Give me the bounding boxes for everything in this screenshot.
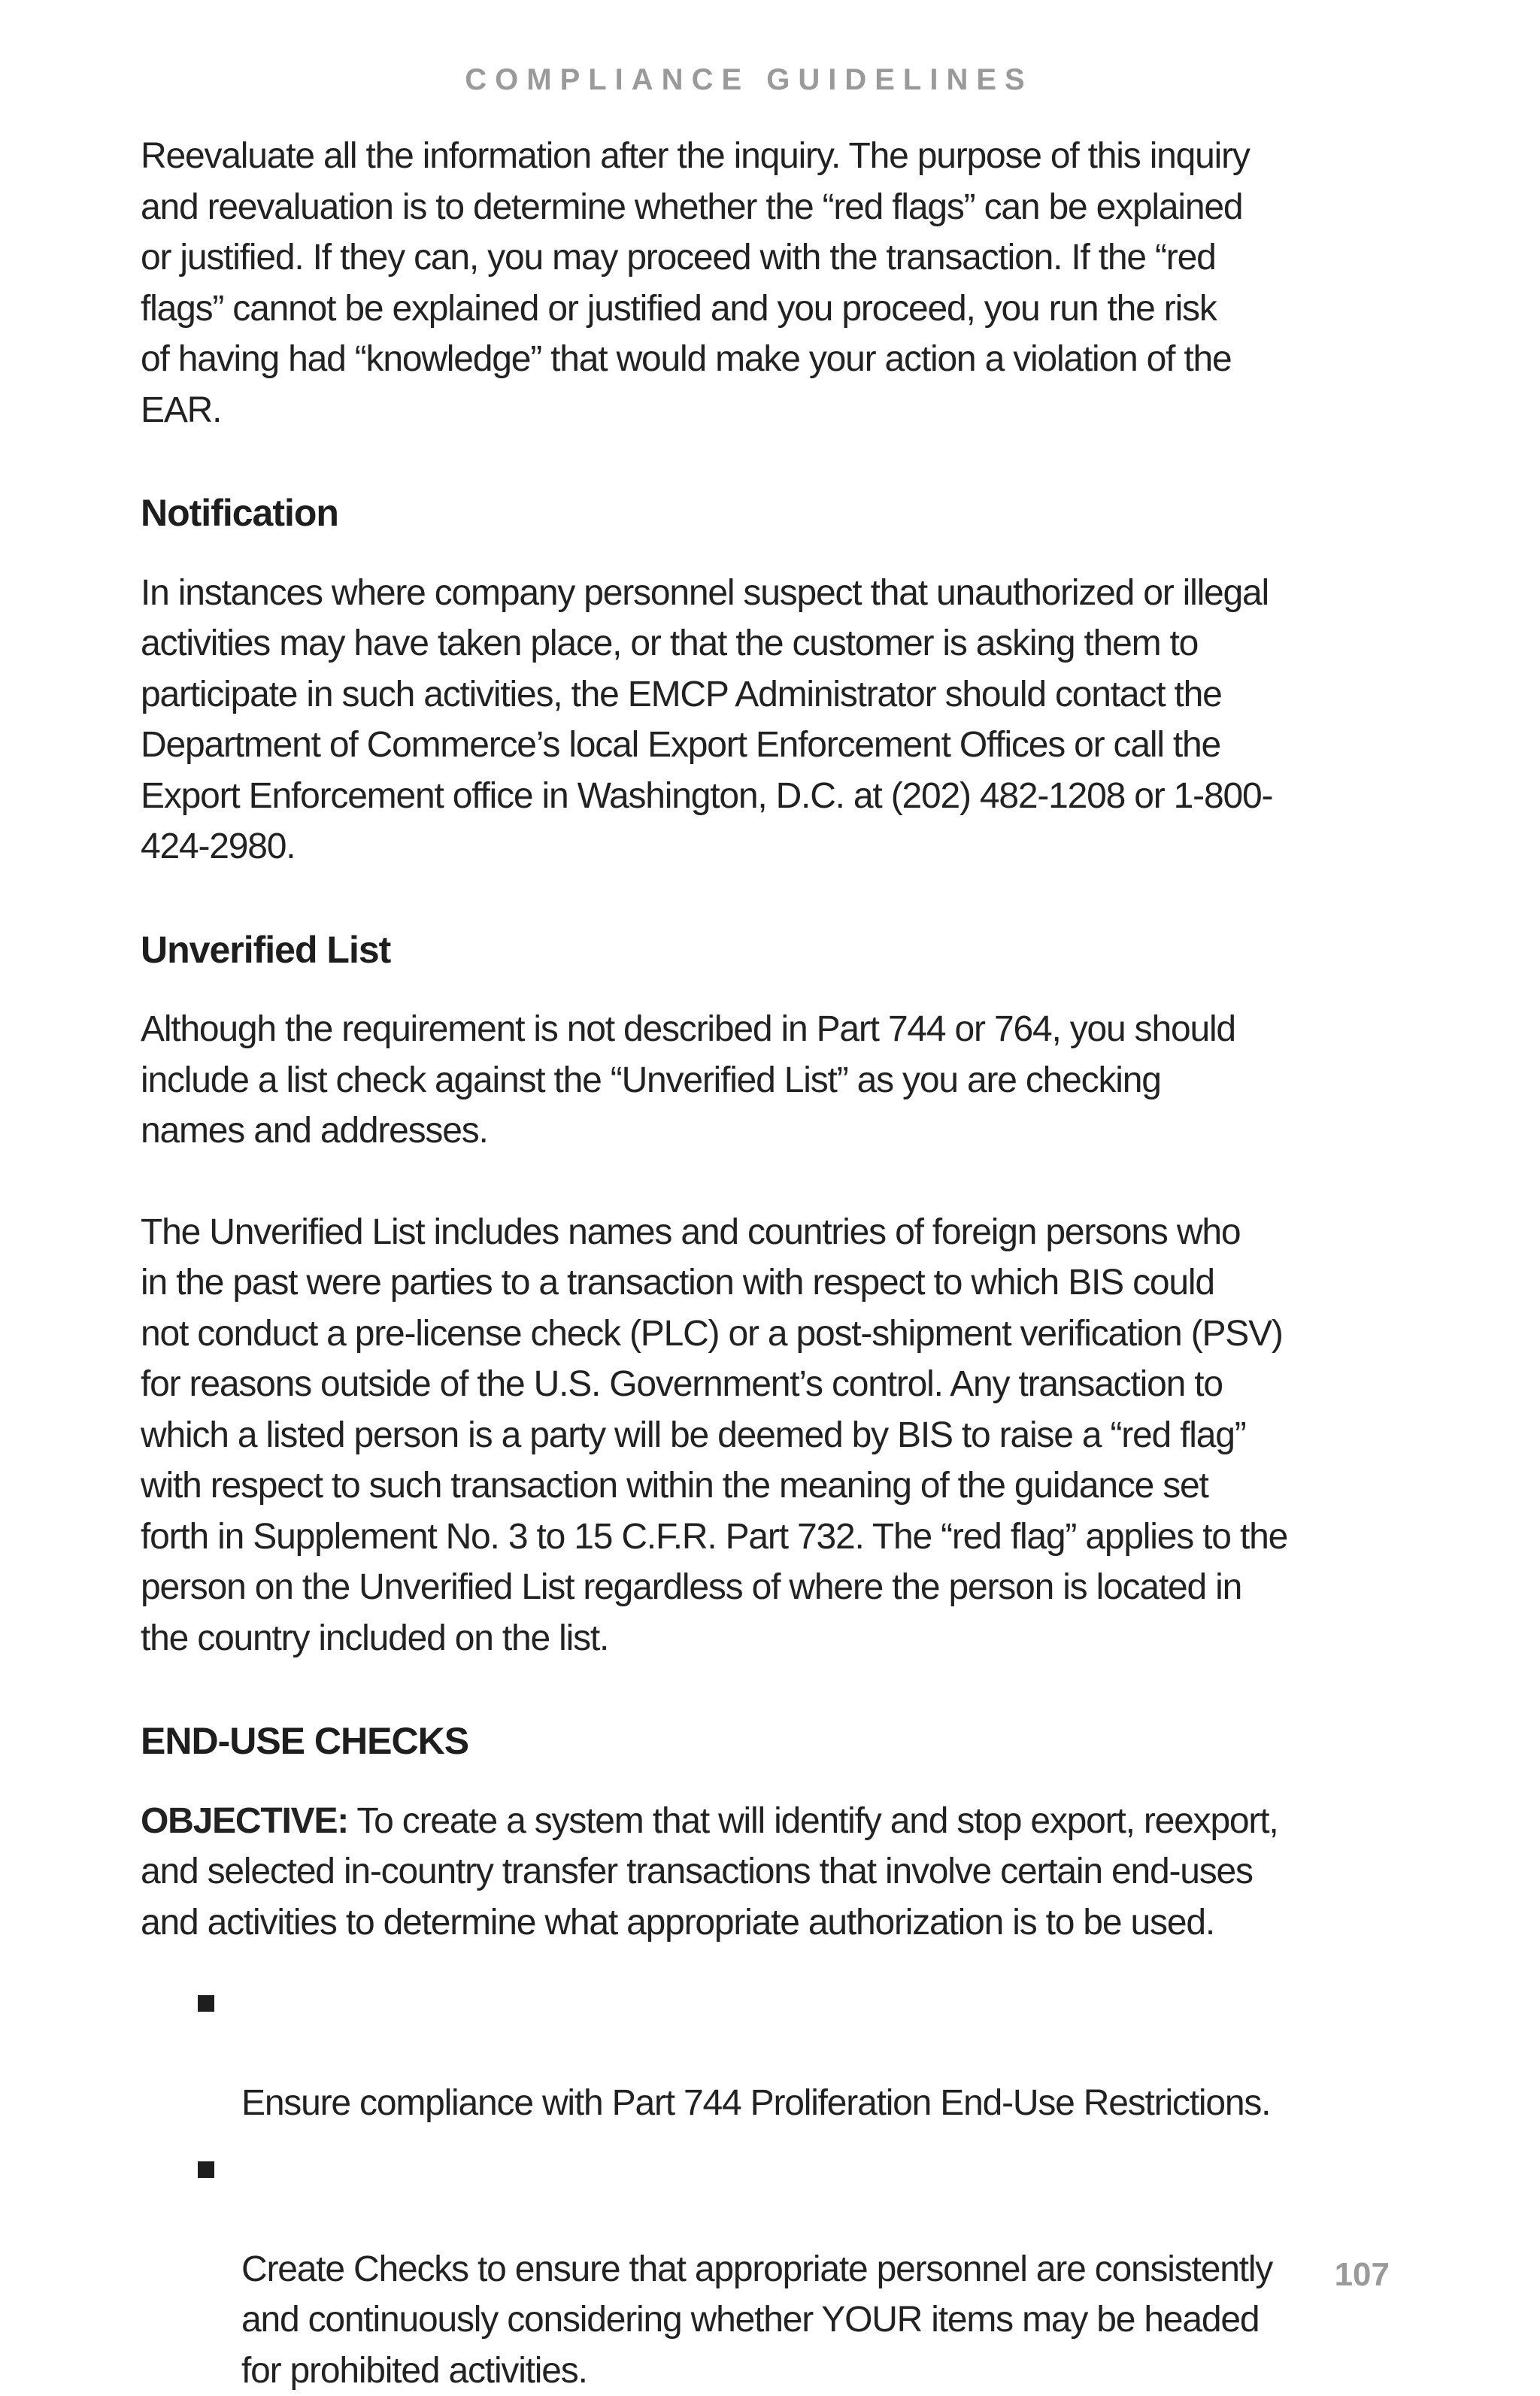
- running-header: COMPLIANCE GUIDELINES: [0, 63, 1498, 97]
- page-number: 107: [1323, 2256, 1390, 2294]
- intro-paragraph: Reevaluate all the information after the inquiry. The purpose of this inquiry and reevaluation is to determine whether the “red flags” can be explained or justified. If they can, you may proceed with the transaction. If the “red flags” cannot be explained or justified and you proceed, you run the risk of having had “knowledge” that would make your action a violation of the EAR.: [141, 131, 1404, 435]
- notification-heading: Notification: [141, 488, 1404, 539]
- objective-text: To create a system that will identify and stop export, reexport, and selected in-country transfer transactions that involve certain end-uses and activities to determine what appropriate authorization is to be used.: [141, 1801, 1278, 1943]
- end-use-bullet-list: [141, 1976, 1404, 2396]
- square-bullet-icon: [198, 1995, 214, 2012]
- bullet-text: Create Checks to ensure that appropriate personnel are consistently and continuously considering whether YOUR items may be headed for prohibited activities.: [241, 2249, 1272, 2391]
- bullet-text: Ensure compliance with Part 744 Proliferation End-Use Restrictions.: [241, 2083, 1270, 2123]
- end-use-checks-heading: END-USE CHECKS: [141, 1716, 1404, 1767]
- unverified-list-paragraph-2: The Unverified List includes names and countries of foreign persons who in the past were parties to a transaction with respect to which BIS could not conduct a pre-license check (PLC) or a post-shipment verification (PSV) for reasons outside of the U.S. Government’s control. Any transaction to which a listed person is a party will be deemed by BIS to raise a “red flag” with respect to such transaction within the meaning of the guidance set forth in Supplement No. 3 to 15 C.F.R. Part 732. The “red flag” applies to the person on the Unverified List regardless of where the person is located in the country included on the list.: [141, 1207, 1404, 1664]
- square-bullet-icon: [198, 2161, 214, 2178]
- objective-paragraph: [141, 1796, 1404, 1949]
- list-item: [141, 2143, 1404, 2396]
- page-body: [141, 131, 1404, 2396]
- list-item: [141, 1976, 1404, 2129]
- unverified-list-paragraph-1: Although the requirement is not described in Part 744 or 764, you should include a list check against the “Unverified List” as you are checking names and addresses.: [141, 1004, 1404, 1157]
- unverified-list-heading: Unverified List: [141, 925, 1404, 976]
- objective-label: OBJECTIVE:: [141, 1801, 348, 1841]
- notification-paragraph: In instances where company personnel suspect that unauthorized or illegal activities may have taken place, or that the customer is asking them to participate in such activities, the EMCP Administrator should contact the Department of Commerce’s local Export Enforcement Offices or call the Export Enforcement office in Washington, D.C. at (202) 482-1208 or 1-800- 424-2980.: [141, 568, 1404, 872]
